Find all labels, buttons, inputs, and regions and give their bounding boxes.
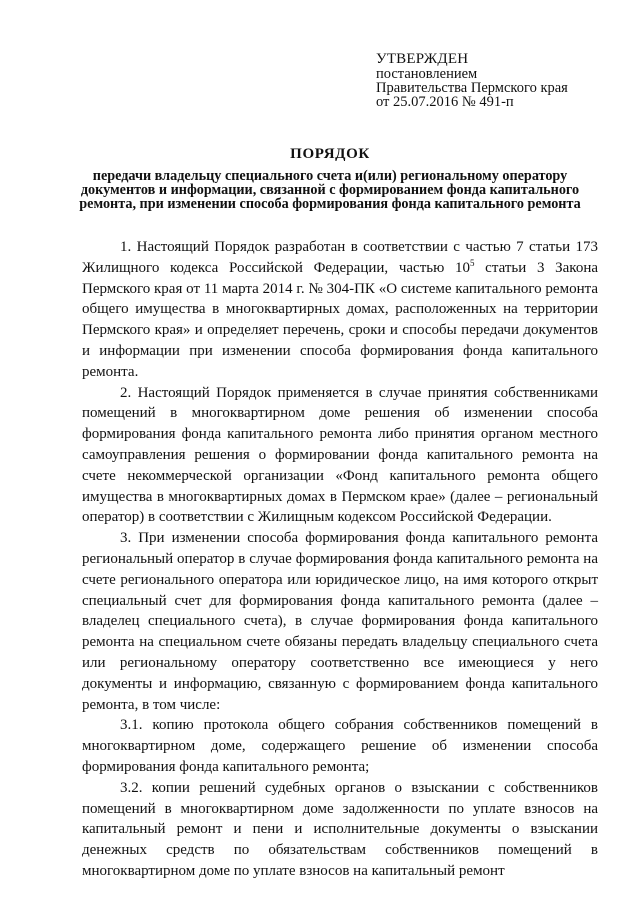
paragraph-3-2: 3.2. копии решений судебных органов о взыскании с собственников помещений в многоквартирном доме задолженности по уплате взносов на капитальный ремонт и пени и исполнительные документы о взыскании денежных средств по обязательствам собственников помещений в многоквартирном доме по уплате взносов на капитальный ремонт — [82, 779, 598, 879]
paragraph-3: 3. При изменении способа формирования фонда капитального ремонта региональный оператор в случае формирования фонда капитального ремонта на счете регионального оператора или юридическое лицо, на имя которого открыт специальный счет для формирования фонда капитального ремонта (далее – владелец специального счета), в случае формирования фонда капитального ремонта на специальном счете обязаны передать владельцу специального счета или региональному оператору соответственно все имеющиеся у него документы и информацию, связанную с формированием фонда капитального ремонта, в том числе: — [82, 530, 598, 713]
approval-block — [376, 52, 616, 109]
paragraph-1-text-a: 1. Настоящий Порядок разработан в соответствии с частью 7 статьи 173 Жилищного кодекса Российской Федерации, частью 10 — [82, 239, 598, 276]
paragraph-1-text-b: статьи 3 Закона Пермского края от 11 марта 2014 г. № 304-ПК «О системе капитального ремонта общего имущества в многоквартирных домах, расположенных на территории Пермского края» и определяет перечень, сроки и способы передачи документов и информации при изменении способа формирования фонда капитального ремонта. — [82, 259, 598, 380]
approval-line-government: Правительства Пермского края — [376, 80, 568, 96]
approval-heading: УТВЕРЖДЕН — [376, 51, 469, 67]
paragraph-1 — [82, 237, 598, 383]
paragraph-2: 2. Настоящий Порядок применяется в случае принятия собственниками помещений в многоквартирном доме решения об изменении способа формирования фонда капитального ремонта либо принятия органом местного самоуправления решения о формировании фонда капитального ремонта на счете некоммерческой организации «Фонд капитального ремонта общего имущества в многоквартирных домах в Пермском крае» (далее – региональный оператор) в соответствии с Жилищным кодексом Российской Федерации. — [82, 384, 598, 526]
document-body — [82, 237, 598, 882]
document-subtitle: передачи владельцу специального счета и(или) региональному оператору документов и информации, связанной с формированием фонда капитального ремонта, при изменении способа формирования фонда капитального ремонта — [79, 168, 581, 212]
paragraph-3-1: 3.1. копию протокола общего собрания собственников помещений в многоквартирном доме, содержащего решение об изменении способа формирования фонда капитального ремонта; — [82, 717, 598, 775]
approval-line-resolution: постановлением — [376, 66, 478, 82]
paragraph-1-superscript: 5 — [470, 257, 475, 268]
document-title: ПОРЯДОК — [290, 146, 370, 162]
approval-line-date-number: от 25.07.2016 № 491-п — [376, 94, 514, 110]
